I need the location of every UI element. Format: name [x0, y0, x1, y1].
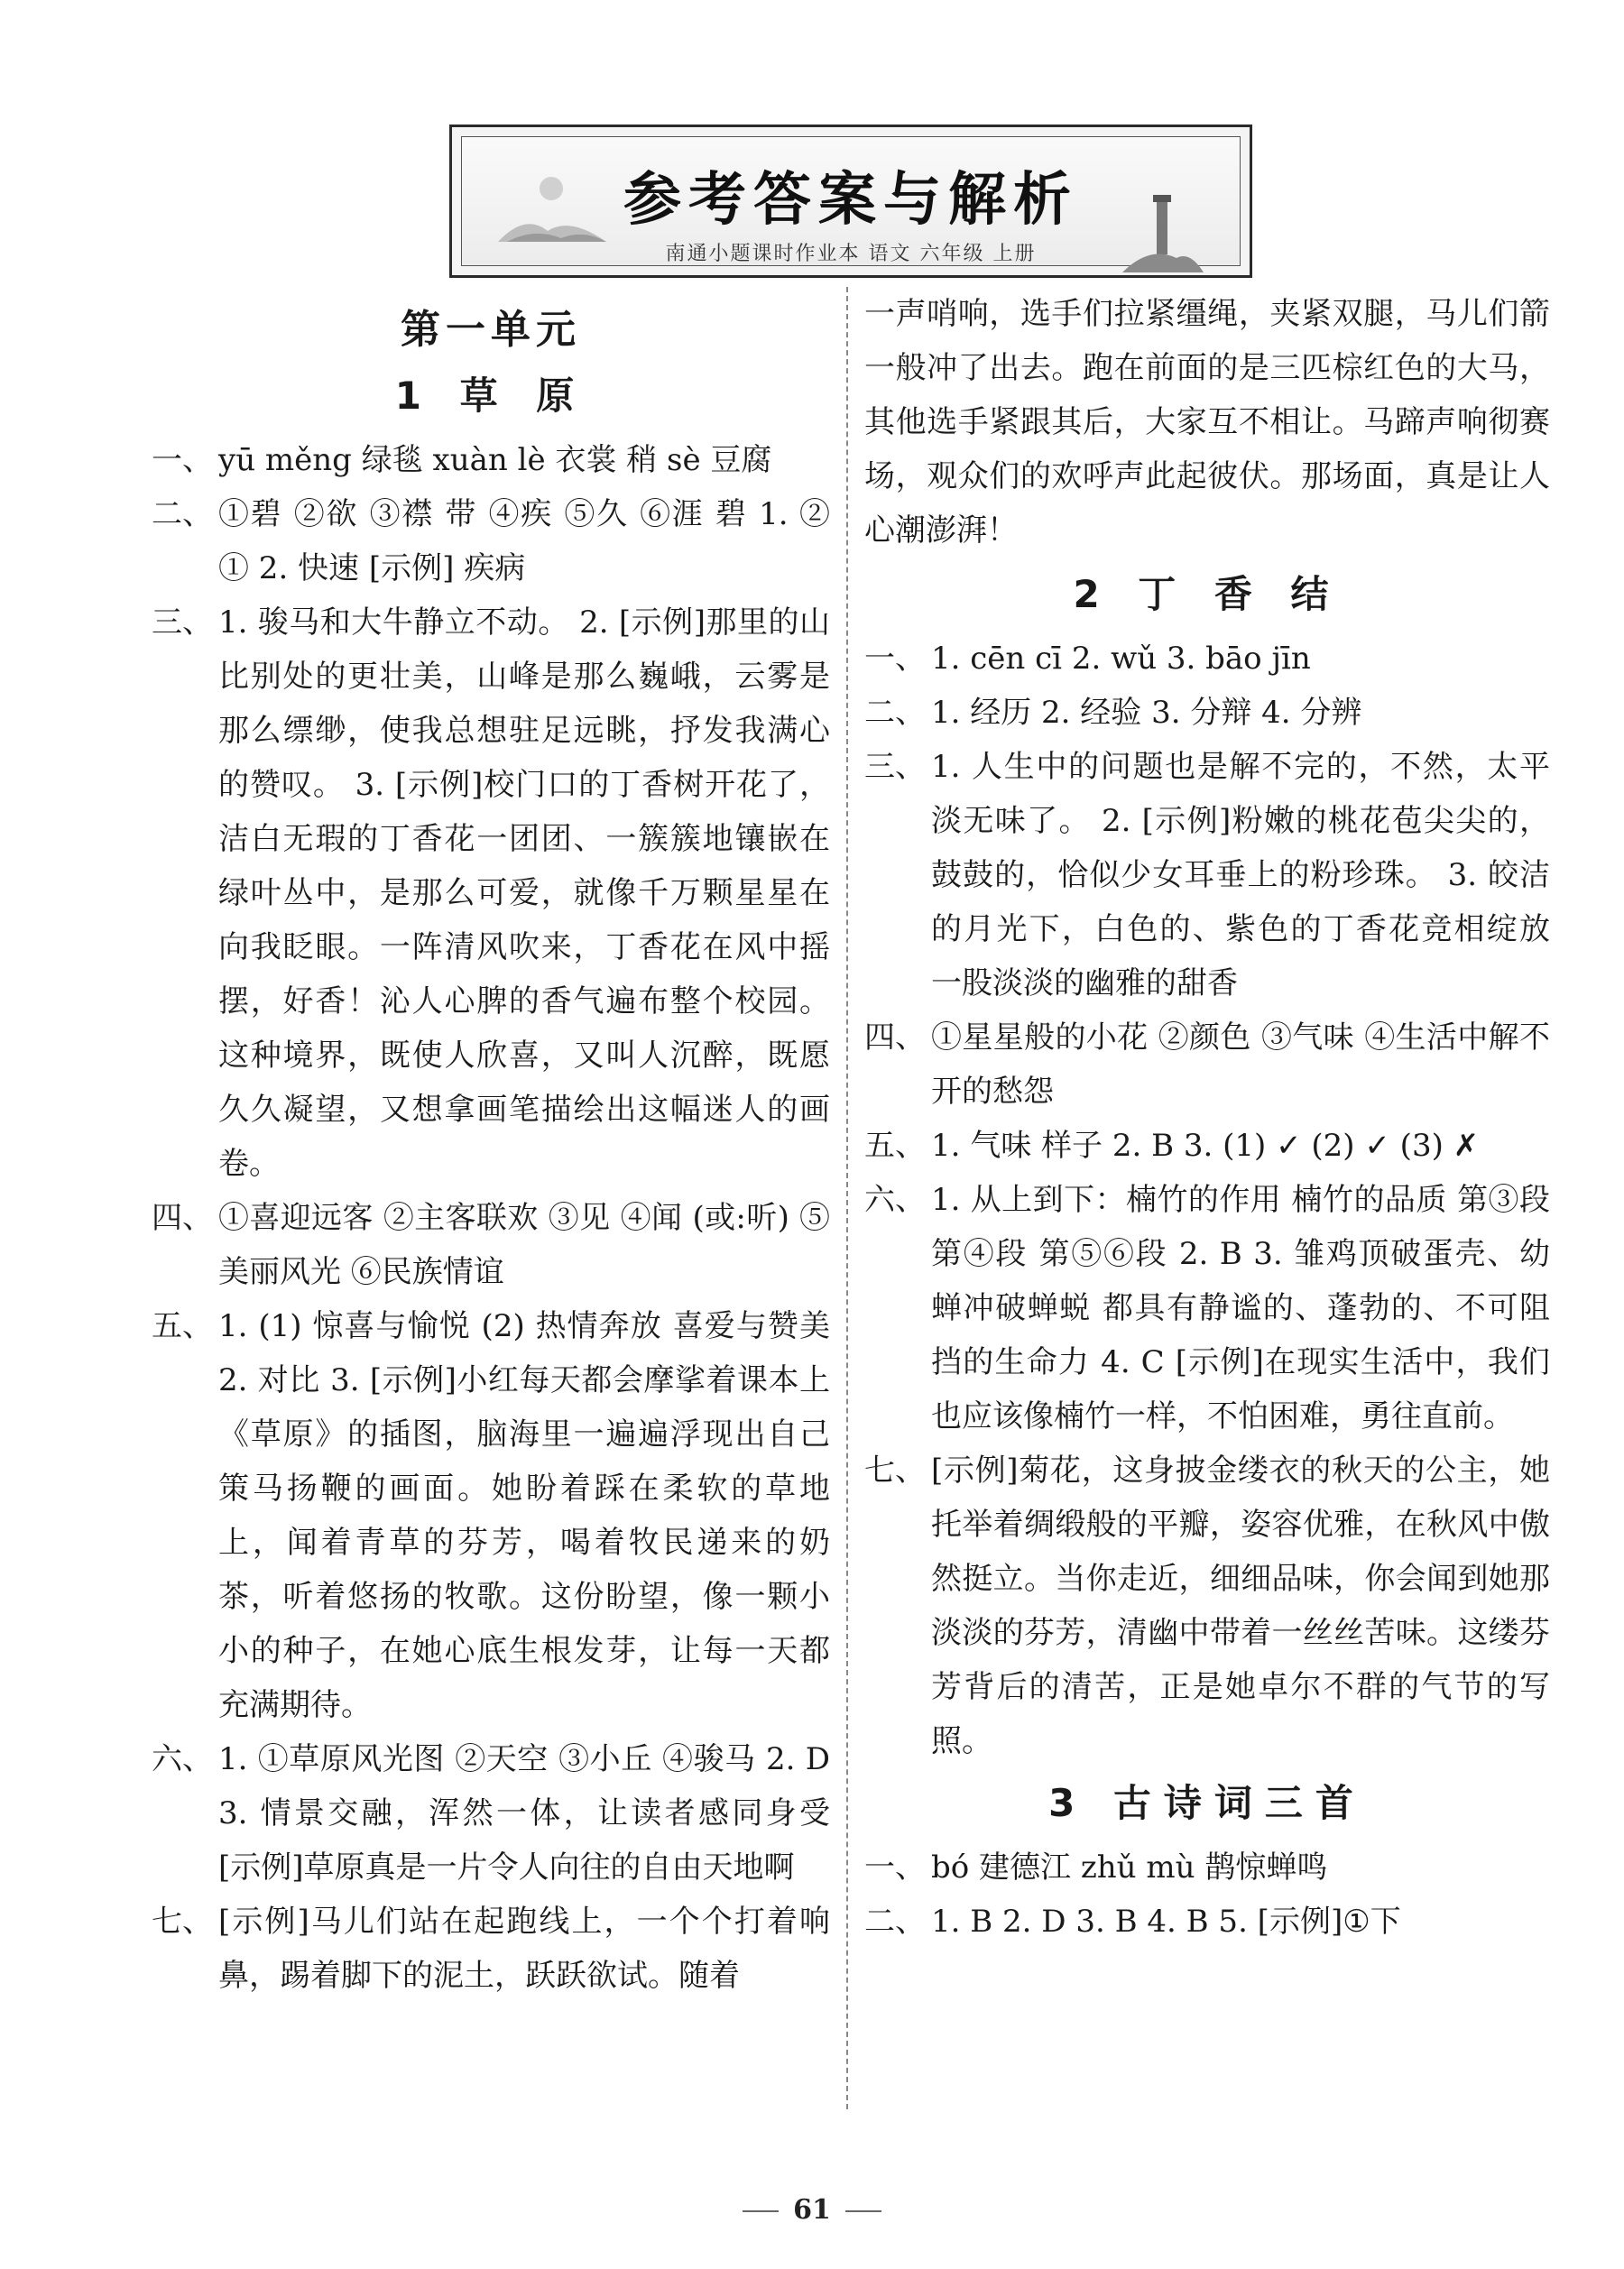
section-text: [示例]菊花，这身披金缕衣的秋天的公主，她托举着绸缎般的平瓣，姿容优雅，在秋风中傲然挺立。当你走近，细细品味，你会闻到她那淡淡的芬芳，清幽中带着一丝丝苦味。这缕芬芳背后的清苦，正是她卓尔不群的气节的写照。	[931, 1453, 1550, 1759]
unit-title: 第一单元	[401, 307, 581, 353]
answer-section	[152, 487, 830, 595]
header-banner	[449, 125, 1252, 278]
page-number-footer	[0, 2194, 1624, 2226]
answer-section	[864, 1443, 1550, 1768]
column-divider	[846, 287, 848, 2109]
lesson-title: 1 草 原	[394, 374, 587, 418]
section-number: 二、	[864, 695, 926, 731]
section-number: 二、	[864, 1904, 926, 1940]
answer-section	[152, 1732, 830, 1895]
page-title: 参考答案与解析	[623, 167, 1078, 234]
answer-section	[864, 740, 1550, 1010]
section-number: 二、	[152, 496, 213, 532]
section-number: 一、	[152, 442, 213, 478]
answer-section	[864, 1173, 1550, 1443]
section-number: 四、	[152, 1200, 213, 1236]
banner-frame	[461, 136, 1241, 266]
section-text: 1. 人生中的问题也是解不完的，不然，太平淡无味了。 2. [示例]粉嫩的桃花苞尖尖的，鼓鼓的，恰似少女耳垂上的粉珍珠。 3. 皎洁的月光下，白色的、紫色的丁香花竞相绽放 一股淡淡的幽雅的甜香	[931, 749, 1550, 1001]
section-text: [示例]马儿们站在起跑线上，一个个打着响鼻，踢着脚下的泥土，跃跃欲试。随着	[218, 1904, 830, 1994]
section-text: 1. (1) 惊喜与愉悦 (2) 热情奔放 喜爱与赞美 2. 对比 3. [示例]小红每天都会摩挲着课本上《草原》的插图，脑海里一遍遍浮现出自己策马扬鞭的画面。她盼着踩在柔软的草地上，闻着青草的芬芳，喝着牧民递来的奶茶，听着悠扬的牧歌。这份盼望，像一颗小小的种子，在她心底生根发芽，让每一天都充满期待。	[218, 1308, 830, 1723]
section-number: 五、	[152, 1308, 213, 1344]
section-text: 1. 气味 样子 2. B 3. (1) ✓ (2) ✓ (3) ✗	[931, 1128, 1480, 1164]
section-number: 三、	[152, 604, 213, 641]
right-column	[864, 287, 1550, 1949]
section-text: 1. cēn cī 2. wǔ 3. bāo jīn	[931, 641, 1311, 677]
left-column	[152, 287, 830, 2003]
footer-dash	[743, 2210, 779, 2212]
section-number: 三、	[864, 749, 926, 785]
section-text: ①碧 ②欲 ③襟 带 ④疾 ⑤久 ⑥涯 碧 1. ② ① 2. 快速 [示例] 疾病	[218, 496, 830, 586]
section-text: 1. ①草原风光图 ②天空 ③小丘 ④骏马 2. D 3. 情景交融，浑然一体，让读者感同身受 [示例]草原真是一片令人向往的自由天地啊	[218, 1741, 830, 1886]
section-text: ①星星般的小花 ②颜色 ③气味 ④生活中解不开的愁怨	[931, 1019, 1550, 1110]
section-number: 六、	[152, 1741, 213, 1777]
section-number: 六、	[864, 1182, 926, 1218]
section-number: 七、	[864, 1453, 926, 1489]
answer-section	[152, 1191, 830, 1299]
section-text: yū měng 绿毯 xuàn lè 衣裳 稍 sè 豆腐	[218, 442, 772, 478]
section-text: 1. 骏马和大牛静立不动。 2. [示例]那里的山比别处的更壮美，山峰是那么巍峨，云雾是那么缥缈，使我总想驻足远眺，抒发我满心的赞叹。 3. [示例]校门口的丁香树开花了，洁白无瑕的丁香花一团团、一簇簇地镶嵌在绿叶丛中，是那么可爱，就像千万颗星星在向我眨眼。一阵清风吹来，丁香花在风中摇摆，好香！沁人心脾的香气遍布整个校园。这种境界，既使人欣喜，又叫人沉醉，既愿久久凝望，又想拿画笔描绘出这幅迷人的画卷。	[218, 604, 830, 1182]
continued-text: 一声哨响，选手们拉紧缰绳，夹紧双腿，马儿们箭一般冲了出去。跑在前面的是三匹棕红色的大马，其他选手紧跟其后，大家互不相让。马蹄声响彻赛场，观众们的欢呼声此起彼伏。那场面，真是让人心潮澎湃！	[864, 296, 1550, 549]
answer-section	[864, 1840, 1550, 1895]
answer-section	[864, 1010, 1550, 1119]
footer-dash	[845, 2210, 881, 2212]
section-text: 1. B 2. D 3. B 4. B 5. [示例]①下	[931, 1904, 1401, 1940]
section-number: 五、	[864, 1128, 926, 1164]
section-text: 1. 从上到下：楠竹的作用 楠竹的品质 第③段 第④段 第⑤⑥段 2. B 3. 雏鸡顶破蛋壳、幼蝉冲破蝉蜕 都具有静谧的、蓬勃的、不可阻挡的生命力 4. C [示例]在现实生活中，我们也应该像楠竹一样，不怕困难，勇往直前。	[931, 1182, 1550, 1434]
lesson-title: 3 古诗词三首	[1048, 1781, 1366, 1825]
answer-section	[864, 1119, 1550, 1173]
answer-section	[152, 1895, 830, 2003]
answer-section	[152, 595, 830, 1191]
section-text: 1. 经历 2. 经验 3. 分辩 4. 分辨	[931, 695, 1362, 731]
section-number: 一、	[864, 1849, 926, 1886]
page-number: 61	[793, 2194, 831, 2226]
page-subtitle: 南通小题课时作业本 语文 六年级 上册	[665, 243, 1037, 265]
section-number: 七、	[152, 1904, 213, 1940]
section-number: 一、	[864, 641, 926, 677]
answer-section	[152, 433, 830, 487]
lesson-title: 2 丁 香 结	[1073, 572, 1342, 616]
answer-section	[152, 1299, 830, 1732]
answer-section	[864, 632, 1550, 686]
section-text: ①喜迎远客 ②主客联欢 ③见 ④闻 (或:听) ⑤美丽风光 ⑥民族情谊	[218, 1200, 830, 1290]
section-number: 四、	[864, 1019, 926, 1056]
section-text: bó 建德江 zhǔ mù 鹊惊蝉鸣	[931, 1849, 1328, 1886]
answer-section	[864, 686, 1550, 740]
answer-section	[864, 1895, 1550, 1949]
